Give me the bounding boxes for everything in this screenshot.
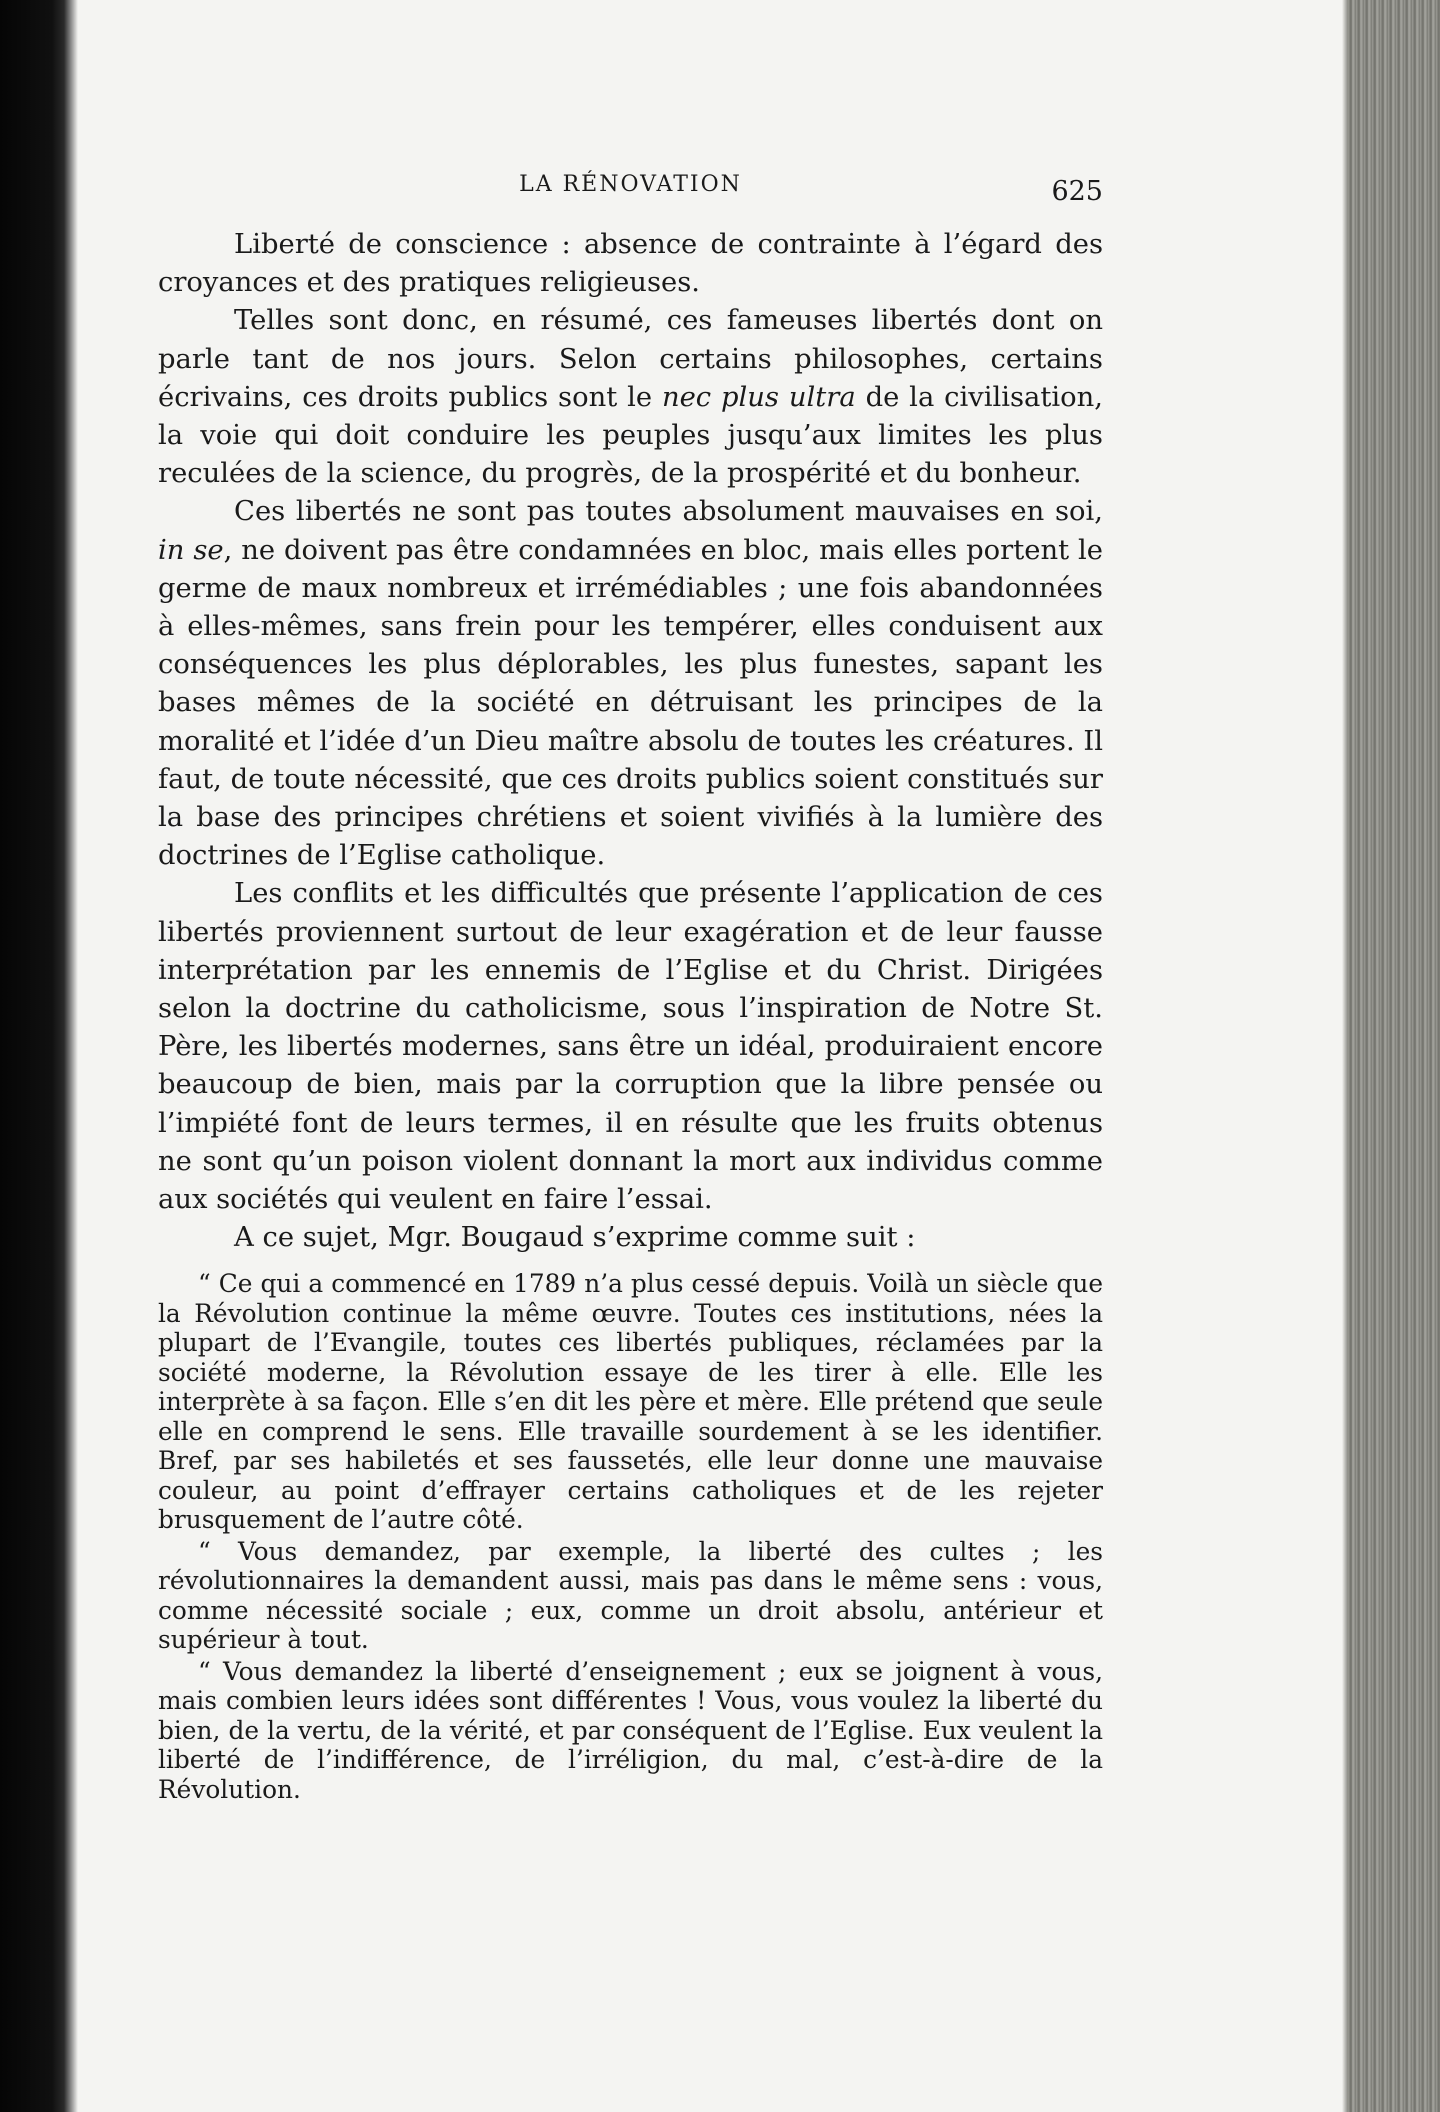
book-page: [158, 172, 1103, 1804]
quote-revolution-1789: “ Ce qui a commencé en 1789 n’a plus cessé depuis. Voilà un siècle que la Révolution continue la même œuvre. Toutes ces institutions, nées la plupart de l’Evangile, toutes ces libertés publiques, réclamées par la société moderne, la Révolution essaye de les tirer à elle. Elle les interprète à sa façon. Elle s’en dit les père et mère. Elle prétend que seule elle en comprend le sens. Elle travaille sourdement à se les identifier. Bref, par ses habiletés et ses faussetés, elle leur donne une mauvaise couleur, au point d’effrayer certains catholiques et de les rejeter brusquement de l’autre côté.: [158, 1269, 1103, 1535]
book-page-edges: [1348, 0, 1440, 2112]
italic-in-se: in se: [158, 534, 224, 566]
quote-liberte-cultes: “ Vous demandez, par exemple, la liberté des cultes ; les révolutionnaires la demandent aussi, mais pas dans le même sens : vous, comme nécessité sociale ; eux, comme un droit absolu, antérieur et supérieur à tout.: [158, 1536, 1103, 1655]
running-head: LA RÉNOVATION: [519, 172, 742, 197]
paragraph-fameuses-libertes: Telles sont donc, en résumé, ces fameuses libertés dont on parle tant de nos jours. Selon certains philosophes, certains écrivains, ces droits publics sont le nec plus ultra de la civilisation, la voie qui doit conduire les peuples jusqu’aux limites les plus reculées de la science, du progrès, de la prospérité et du bonheur.: [158, 305, 1103, 490]
scan-left-shadow: [0, 0, 78, 2112]
paragraph-liberte-conscience: Liberté de conscience : absence de contrainte à l’égard des croyances et des pratiques religieuses.: [158, 229, 1103, 299]
paragraph-bougaud-intro: A ce sujet, Mgr. Bougaud s’exprime comme suit :: [234, 1222, 916, 1254]
paragraph-pas-toutes-mauvaises: Ces libertés ne sont pas toutes absolument mauvaises en soi, in se, ne doivent pas être condamnées en bloc, mais elles portent le germe de maux nombreux et irrémédiables ; une fois abandonnées à elles-mêmes, sans frein pour les tempérer, elles conduisent aux conséquences les plus déplorables, les plus funestes, sapant les bases mêmes de la société en détruisant les principes de la moralité et l’idée d’un Dieu maître absolu de toutes les créatures. Il faut, de toute nécessité, que ces droits publics soient constitués sur la base des principes chrétiens et soient vivifiés à la lumière des doctrines de l’Eglise catholique.: [158, 496, 1104, 872]
italic-nec-plus-ultra: nec plus ultra: [661, 381, 856, 413]
paragraph-conflits-difficultes: Les conflits et les difficultés que présente l’application de ces libertés proviennent surtout de leur exagération et de leur fausse interprétation par les ennemis de l’Eglise et du Christ. Dirigées selon la doctrine du catholicisme, sous l’inspiration de Notre St. Père, les libertés modernes, sans être un idéal, produiraient encore beaucoup de bien, mais par la corruption que la libre pensée ou l’impiété font de leurs termes, il en résulte que les fruits obtenus ne sont qu’un poison violent donnant la mort aux individus comme aux sociétés qui veulent en faire l’essai.: [158, 878, 1103, 1216]
page-number: 625: [1051, 176, 1103, 207]
quote-liberte-enseignement: “ Vous demandez la liberté d’enseignement ; eux se joignent à vous, mais combien leurs idées sont différentes ! Vous, vous voulez la liberté du bien, de la vertu, de la vérité, et par conséquent de l’Eglise. Eux veulent la liberté de l’indifférence, de l’irréligion, du mal, c’est-à-dire de la Révolution.: [158, 1656, 1103, 1804]
page-header: [158, 172, 1103, 212]
